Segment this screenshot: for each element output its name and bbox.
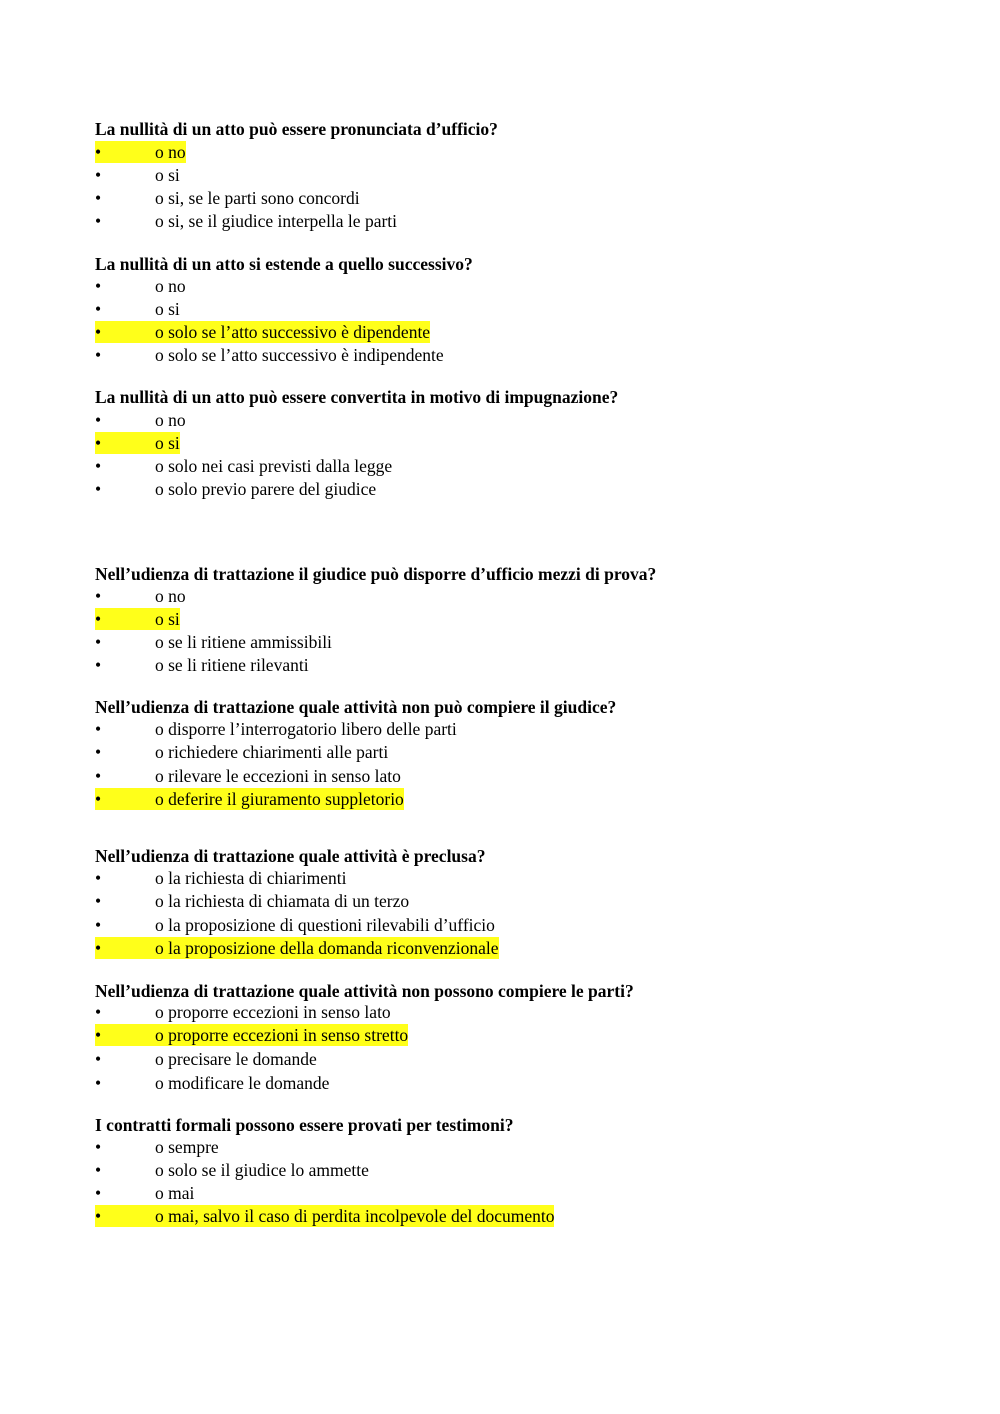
option-text: o no <box>155 276 186 296</box>
bullet: • <box>95 655 102 675</box>
q3-option-2 <box>95 432 180 454</box>
bullet: • <box>95 1183 102 1203</box>
option-text: o proporre eccezioni in senso lato <box>155 1002 391 1022</box>
bullet: • <box>95 938 102 958</box>
q1-option-1 <box>95 141 186 163</box>
q8-option-2 <box>95 1159 369 1181</box>
bullet: • <box>95 1073 102 1093</box>
bullet: • <box>95 766 102 786</box>
option-text: o solo nei casi previsti dalla legge <box>155 456 393 476</box>
option-text: o si <box>155 165 180 185</box>
q5-option-1 <box>95 718 457 740</box>
option-text: o si <box>155 609 180 629</box>
option-text: o si <box>155 433 180 453</box>
bullet: • <box>95 632 102 652</box>
q7-option-4 <box>95 1072 329 1094</box>
question-8: I contratti formali possono essere provati per testimoni? <box>95 1115 514 1135</box>
q6-option-3 <box>95 914 495 936</box>
q7-option-2 <box>95 1024 408 1046</box>
option-text: o solo se l’atto successivo è dipendente <box>155 322 431 342</box>
q5-option-2 <box>95 741 388 763</box>
question-5: Nell’udienza di trattazione quale attività non può compiere il giudice? <box>95 697 617 717</box>
bullet: • <box>95 868 102 888</box>
bullet: • <box>95 211 102 231</box>
question-7: Nell’udienza di trattazione quale attività non possono compiere le parti? <box>95 981 634 1001</box>
option-text: o solo se l’atto successivo è indipendente <box>155 345 444 365</box>
bullet: • <box>95 586 102 606</box>
bullet: • <box>95 345 102 365</box>
q7-option-1 <box>95 1001 391 1023</box>
bullet: • <box>95 1002 102 1022</box>
q2-option-4 <box>95 344 444 366</box>
option-text: o proporre eccezioni in senso stretto <box>155 1025 409 1045</box>
option-text: o la proposizione della domanda riconvenzionale <box>155 938 499 958</box>
option-text: o solo se il giudice lo ammette <box>155 1160 369 1180</box>
option-text: o deferire il giuramento suppletorio <box>155 789 404 809</box>
q2-option-3 <box>95 321 430 343</box>
option-text: o solo previo parere del giudice <box>155 479 377 499</box>
bullet: • <box>95 165 102 185</box>
option-text: o se li ritiene rilevanti <box>155 655 309 675</box>
option-text: o richiedere chiarimenti alle parti <box>155 742 389 762</box>
option-text: o disporre l’interrogatorio libero delle parti <box>155 719 457 739</box>
q4-option-2 <box>95 608 180 630</box>
bullet: • <box>95 299 102 319</box>
q2-option-2 <box>95 298 180 320</box>
q1-option-2 <box>95 164 180 186</box>
q8-option-4 <box>95 1205 554 1227</box>
q8-option-3 <box>95 1182 194 1204</box>
q8-option-1 <box>95 1136 219 1158</box>
option-text: o si, se il giudice interpella le parti <box>155 211 398 231</box>
q4-option-3 <box>95 631 332 653</box>
bullet: • <box>95 142 102 162</box>
question-1: La nullità di un atto può essere pronunciata d’ufficio? <box>95 119 498 139</box>
q4-option-4 <box>95 654 309 676</box>
option-text: o la richiesta di chiarimenti <box>155 868 347 888</box>
option-text: o precisare le domande <box>155 1049 317 1069</box>
question-6: Nell’udienza di trattazione quale attività è preclusa? <box>95 846 486 866</box>
q1-option-4 <box>95 210 397 232</box>
q2-option-1 <box>95 275 186 297</box>
question-4: Nell’udienza di trattazione il giudice può disporre d’ufficio mezzi di prova? <box>95 564 657 584</box>
bullet: • <box>95 322 102 342</box>
q1-option-3 <box>95 187 360 209</box>
bullet: • <box>95 410 102 430</box>
option-text: o si, se le parti sono concordi <box>155 188 360 208</box>
bullet: • <box>95 915 102 935</box>
option-text: o la richiesta di chiamata di un terzo <box>155 891 410 911</box>
bullet: • <box>95 742 102 762</box>
bullet: • <box>95 1206 102 1226</box>
q3-option-4 <box>95 478 376 500</box>
option-text: o no <box>155 586 186 606</box>
bullet: • <box>95 719 102 739</box>
option-text: o se li ritiene ammissibili <box>155 632 332 652</box>
option-text: o modificare le domande <box>155 1073 330 1093</box>
q6-option-4 <box>95 937 499 959</box>
q6-option-2 <box>95 890 409 912</box>
option-text: o si <box>155 299 180 319</box>
option-text: o rilevare le eccezioni in senso lato <box>155 766 401 786</box>
q5-option-4 <box>95 788 404 810</box>
bullet: • <box>95 891 102 911</box>
q3-option-1 <box>95 409 186 431</box>
bullet: • <box>95 1049 102 1069</box>
q4-option-1 <box>95 585 186 607</box>
question-3: La nullità di un atto può essere convertita in motivo di impugnazione? <box>95 387 619 407</box>
option-text: o la proposizione di questioni rilevabili d’ufficio <box>155 915 495 935</box>
bullet: • <box>95 1160 102 1180</box>
option-text: o mai, salvo il caso di perdita incolpevole del documento <box>155 1206 555 1226</box>
bullet: • <box>95 456 102 476</box>
bullet: • <box>95 188 102 208</box>
bullet: • <box>95 789 102 809</box>
q5-option-3 <box>95 765 401 787</box>
q6-option-1 <box>95 867 346 889</box>
bullet: • <box>95 479 102 499</box>
option-text: o sempre <box>155 1137 219 1157</box>
bullet: • <box>95 1025 102 1045</box>
bullet: • <box>95 609 102 629</box>
q7-option-3 <box>95 1048 317 1070</box>
option-text: o no <box>155 142 186 162</box>
option-text: o mai <box>155 1183 195 1203</box>
bullet: • <box>95 433 102 453</box>
q3-option-3 <box>95 455 392 477</box>
question-2: La nullità di un atto si estende a quello successivo? <box>95 254 473 274</box>
bullet: • <box>95 1137 102 1157</box>
option-text: o no <box>155 410 186 430</box>
bullet: • <box>95 276 102 296</box>
